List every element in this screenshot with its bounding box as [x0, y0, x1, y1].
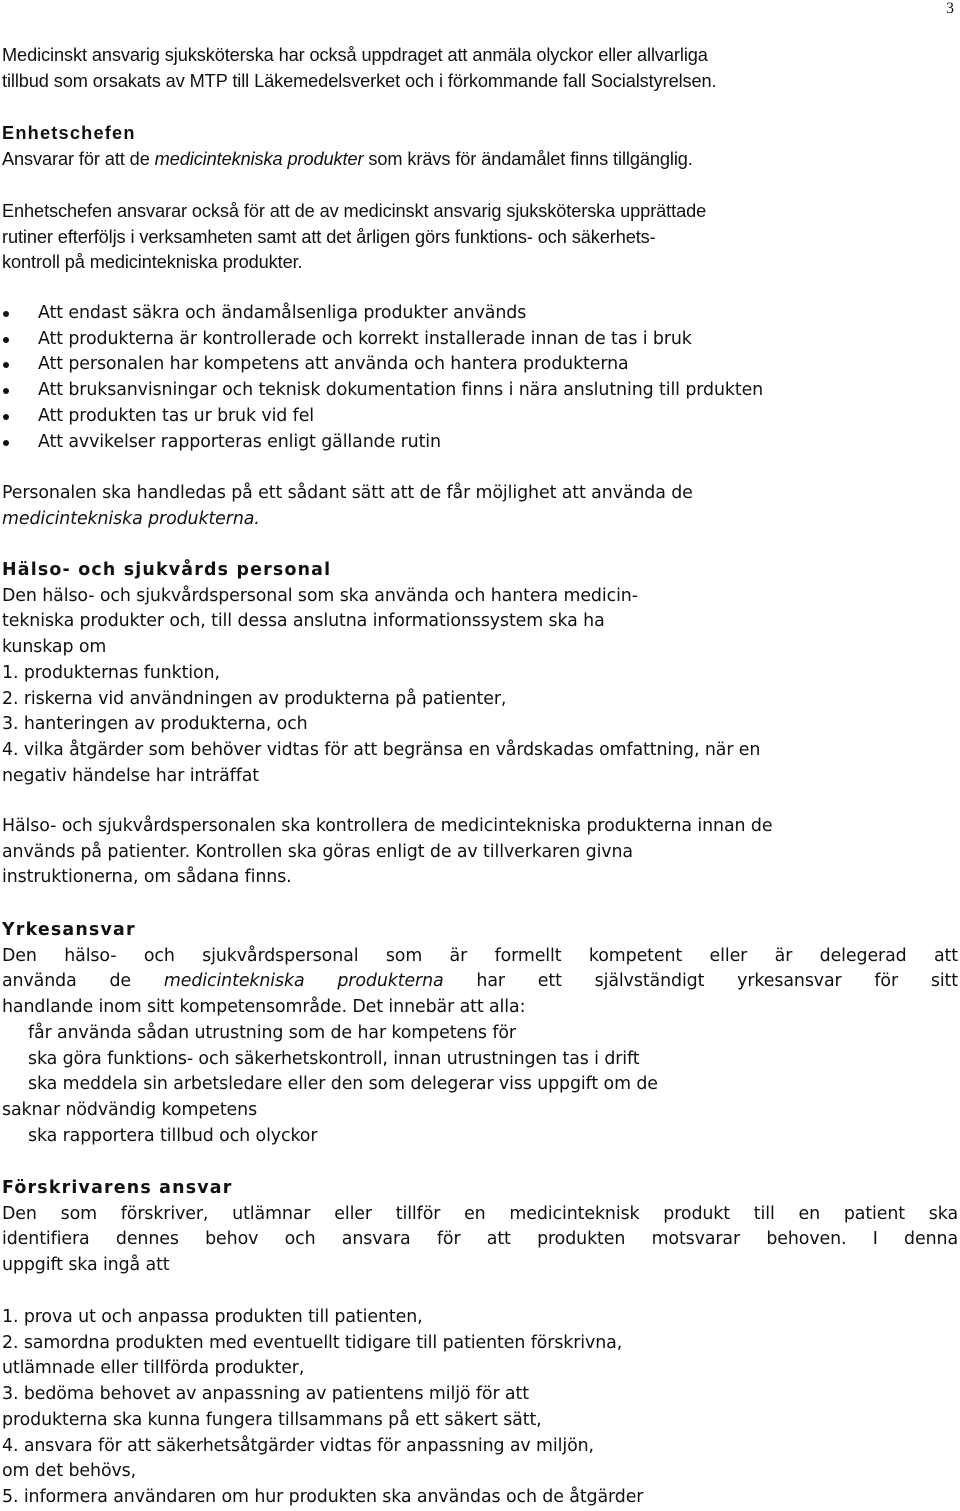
halso-control-line-2: används på patienter. Kontrollen ska göras enligt de av tillverkaren givna [2, 841, 633, 862]
enhetschefen-line-1 [2, 147, 958, 173]
personal-line-2: medicintekniska produkterna. [2, 508, 260, 529]
halso-line-1: Den hälso- och sjukvårdspersonal som ska använda och hantera medicin- [2, 585, 638, 606]
enhetschefen-line-1-italic: medicintekniska produkter [154, 148, 364, 169]
enhetschefen-line-1-pre: Ansvarar för att de [2, 148, 155, 169]
forskrivare-list-line-1: 1. prova ut och anpassa produkten till patienten, [2, 1307, 423, 1327]
yrkesansvar-line-3: handlande inom sitt kompetensområde. Det innebär att alla: [2, 997, 526, 1018]
page-number: 3 [946, 0, 954, 17]
yrkesansvar-item-3: ska meddela sin arbetsledare eller den som delegerar viss uppgift om de [28, 1074, 658, 1095]
forskrivare-list [2, 1305, 958, 1511]
halso-line-7: 4. vilka åtgärder som behöver vidtas för att begränsa en vårdskadas omfattning, när en [2, 739, 761, 760]
forskrivare-list-line-2: 2. samordna produkten med eventuellt tidigare till patienten förskrivna, [2, 1332, 623, 1353]
halso-heading: Hälso- och sjukvårds personal [2, 560, 332, 580]
enhetschefen-line-1-post: som krävs för ändamålet finns tillgänglig. [363, 148, 693, 169]
yrkesansvar-item-4: ska rapportera tillbud och olyckor [28, 1125, 318, 1146]
forskrivare-list-line-7: om det behövs, [2, 1461, 137, 1482]
forskrivare-line-2: identifiera dennes behov och ansvara för att produkten motsvarar behoven. I denna [2, 1229, 958, 1250]
forskrivare-list-line-3: utlämnade eller tillförda produkter, [2, 1358, 305, 1379]
bullet-item-5: Att produkten tas ur bruk vid fel [2, 404, 958, 430]
yrkesansvar-heading: Yrkesansvar [2, 920, 136, 940]
bullet-item-3: Att personalen har kompetens att använda och hantera produkterna [2, 352, 958, 378]
intro-line-1: Medicinskt ansvarig sjuksköterska har också uppdraget att anmäla olyckor eller allvarliga [2, 45, 708, 65]
personal-line-1: Personalen ska handledas på ett sådant sätt att de får möjlighet att använda de [2, 483, 693, 503]
yrkesansvar-line-2-italic: medicintekniska produkterna [163, 971, 444, 992]
enhetschefen-heading: Enhetschefen [2, 123, 136, 143]
enhetschefen-para-line-2: rutiner efterföljs i verksamheten samt att det årligen görs funktions- och säkerhets- [2, 226, 656, 247]
bullet-item-6: Att avvikelser rapporteras enligt gällande rutin [2, 430, 958, 456]
forskrivare-heading: Förskrivarens ansvar [2, 1178, 233, 1198]
forskrivare-list-line-8: 5. informera användaren om hur produkten ska användas och de åtgärder [2, 1486, 644, 1507]
halso-line-8: negativ händelse har inträffat [2, 765, 260, 786]
intro-paragraph [2, 43, 958, 94]
personal-paragraph [2, 481, 958, 532]
forskrivare-section [2, 1176, 958, 1279]
halso-line-2: tekniska produkter och, till dessa anslutna informationssystem ska ha [2, 611, 605, 632]
enhetschefen-para-line-1: Enhetschefen ansvarar också för att de av medicinskt ansvarig sjuksköterska upprättade [2, 201, 707, 221]
yrkesansvar-item-3-cont: saknar nödvändig kompetens [2, 1099, 258, 1120]
bullet-item-2: Att produkterna är kontrollerade och korrekt installerade innan de tas i bruk [2, 327, 958, 353]
halso-line-6: 3. hanteringen av produkterna, och [2, 714, 308, 735]
yrkesansvar-line-2-post: har ett självständigt yrkesansvar för sitt [443, 971, 958, 992]
halso-control-line-1: Hälso- och sjukvårdspersonalen ska kontrollera de medicintekniska produkterna innan de [2, 816, 773, 836]
halso-control-paragraph [2, 814, 958, 891]
halso-section [2, 558, 958, 789]
yrkesansvar-line-1: Den hälso- och sjukvårdspersonal som är formellt kompetent eller är delegerad att [2, 945, 958, 966]
forskrivare-line-1: Den som förskriver, utlämnar eller tillför en medicinteknisk produkt till en patient ska [2, 1203, 958, 1224]
yrkesansvar-item-1: får använda sådan utrustning som de har kompetens för [28, 1022, 516, 1043]
enhetschefen-para-line-3: kontroll på medicintekniska produkter. [2, 252, 303, 273]
yrkesansvar-item-2: ska göra funktions- och säkerhetskontroll, innan utrustningen tas i drift [28, 1048, 640, 1069]
yrkesansvar-line-2 [2, 969, 958, 995]
bullet-item-1: Att endast säkra och ändamålsenliga produkter används [2, 301, 958, 327]
bullet-item-4: Att bruksanvisningar och teknisk dokumentation finns i nära anslutning till prdukten [2, 378, 958, 404]
intro-line-2: tillbud som orsakats av MTP till Läkemedelsverket och i förkommande fall Socialstyrelsen. [2, 70, 717, 91]
yrkesansvar-line-2-pre: använda de [2, 971, 164, 992]
forskrivare-list-line-4: 3. bedöma behovet av anpassning av patientens miljö för att [2, 1384, 529, 1405]
forskrivare-line-3: uppgift ska ingå att [2, 1255, 170, 1276]
enhetschefen-bullet-list [2, 301, 958, 455]
halso-line-3: kunskap om [2, 637, 107, 658]
enhetschefen-paragraph [2, 199, 958, 276]
halso-line-4: 1. produkternas funktion, [2, 662, 220, 683]
forskrivare-list-line-6: 4. ansvara för att säkerhetsåtgärder vidtas för anpassning av miljön, [2, 1435, 594, 1456]
yrkesansvar-section [2, 918, 958, 1149]
halso-line-5: 2. riskerna vid användningen av produkterna på patienter, [2, 688, 507, 709]
halso-control-line-3: instruktionerna, om sådana finns. [2, 867, 292, 888]
forskrivare-list-line-5: produkterna ska kunna fungera tillsammans på ett säkert sätt, [2, 1409, 542, 1430]
enhetschefen-section [2, 121, 958, 172]
